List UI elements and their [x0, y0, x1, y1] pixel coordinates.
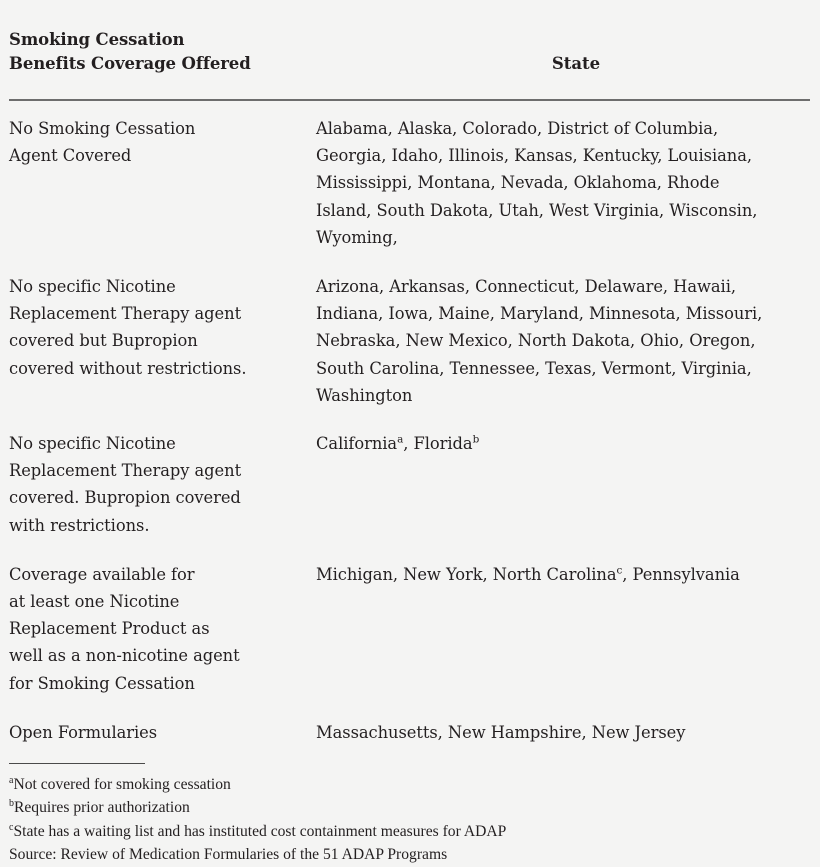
row-label-open-formularies: Open Formularies	[9, 722, 158, 742]
footnote-source: Source: Review of Medication Formularies of the 51 ADAP Programs	[9, 846, 448, 864]
row-label-no-agent-covered: No Smoking Cessation Agent Covered	[9, 119, 196, 166]
column-header-coverage	[9, 28, 251, 76]
table-row	[9, 719, 810, 746]
table-row	[9, 430, 810, 539]
table-body	[9, 115, 810, 867]
row-spacer	[9, 251, 810, 273]
row-label-no-nrt-bupropion-restricted: No specific Nicotine Replacement Therapy agent covered. Bupropion covered with restrictions.	[9, 434, 242, 535]
table-header	[9, 0, 811, 73]
row-label-coverage-available: Coverage available for at least one Nicotine Replacement Product as well as a non-nicotine agent for Smoking Cessation	[9, 564, 240, 693]
footnote-c: $^c$State has a waiting list and has instituted cost containment measures for ADAP	[9, 821, 507, 840]
row-spacer	[9, 539, 810, 561]
footnote-divider-rule	[9, 763, 145, 764]
row-states-no-agent-covered: Alabama, Alaska, Colorado, District of Columbia, Georgia, Idaho, Illinois, Kansas, Kentucky, Louisiana, Mississippi, Montana, Nevada, Oklahoma, Rhode Island, South Dakota, Utah, West Virginia, Wisconsin, Wyoming,	[316, 119, 758, 247]
row-spacer	[9, 409, 810, 430]
row-states-open-formularies: Massachusetts, New Hampshire, New Jersey	[316, 722, 686, 742]
table-row	[9, 115, 810, 251]
row-spacer	[9, 697, 810, 719]
footnotes	[9, 773, 810, 867]
row-states-no-nrt-bupropion-unrestricted: Arizona, Arkansas, Connecticut, Delaware, Hawaii, Indiana, Iowa, Maine, Maryland, Minnesota, Missouri, Nebraska, New Mexico, North Dakota, Ohio, Oregon, South Carolina, Tennessee, Texas, Vermont, Virginia, Washington	[316, 277, 763, 405]
column-header-coverage-line-1: Smoking Cessation	[9, 30, 185, 49]
header-divider-rule	[9, 99, 810, 101]
table-row	[9, 561, 810, 697]
footnote-b: $^b$Requires prior authorization	[9, 798, 190, 817]
table-row	[9, 273, 810, 409]
row-states-coverage-available: Michigan, New York, North Carolina$^c$, Pennsylvania	[316, 564, 740, 584]
footnote-a: $^a$Not covered for smoking cessation	[9, 774, 231, 794]
row-label-no-nrt-bupropion-unrestricted: No specific Nicotine Replacement Therapy agent covered but Bupropion covered without restrictions.	[9, 277, 247, 378]
column-header-state: State	[551, 54, 601, 73]
column-header-coverage-line-2: Benefits Coverage Offered	[9, 54, 251, 73]
row-states-no-nrt-bupropion-restricted: California$^a$, Florida$^b$	[316, 433, 480, 454]
